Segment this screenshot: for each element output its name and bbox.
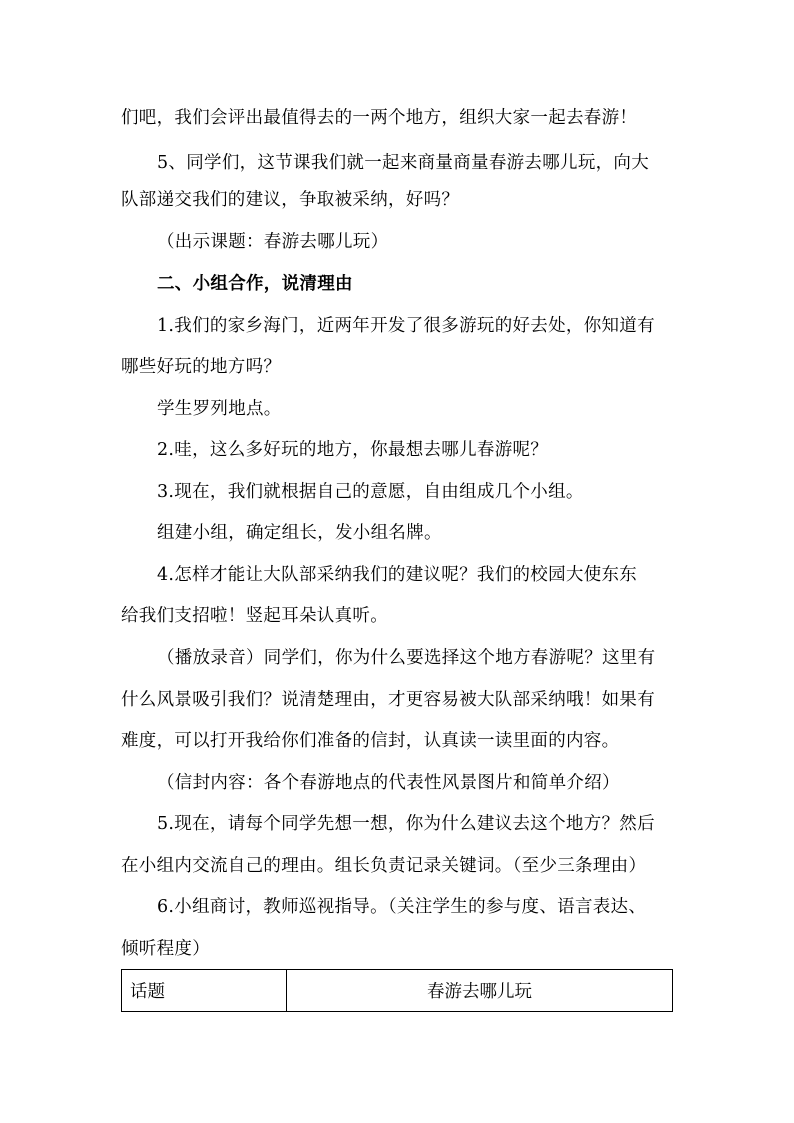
topic-value-cell: 春游去哪儿玩 (287, 970, 673, 1012)
paragraph-line: 5.现在，请每个同学先想一想，你为什么建议去这个地方？然后 (157, 814, 655, 834)
paragraph-line: 学生罗列地点。 (157, 399, 282, 419)
paragraph-line: 给我们支招啦！竖起耳朵认真听。 (121, 606, 388, 626)
paragraph-line: 1.我们的家乡海门，近两年开发了很多游玩的好去处，你知道有 (157, 316, 655, 336)
topic-table (121, 969, 673, 1012)
paragraph-line: 3.现在，我们就根据自己的意愿，自由组成几个小组。 (157, 482, 584, 502)
section-heading: 二、小组合作，说清理由 (157, 274, 353, 294)
paragraph-line: 队部递交我们的建议，争取被采纳，好吗？ (121, 190, 460, 210)
paragraph-line: 6.小组商讨，教师巡视指导。（关注学生的参与度、语言表达、 (157, 897, 647, 917)
paragraph-line: 4.怎样才能让大队部采纳我们的建议呢？我们的校园大使东东 (157, 565, 638, 585)
paragraph-line: 倾听程度） (121, 939, 210, 959)
paragraph-line: 组建小组，确定组长，发小组名牌。 (157, 523, 442, 543)
paragraph-line: 哪些好玩的地方吗？ (121, 357, 282, 377)
paragraph-line: （出示课题：春游去哪儿玩） (157, 232, 389, 252)
paragraph-line: 在小组内交流自己的理由。组长负责记录关键词。（至少三条理由） (121, 856, 647, 876)
topic-label-cell: 话题 (122, 970, 287, 1012)
paragraph-line: 2.哇，这么多好玩的地方，你最想去哪儿春游呢？ (157, 440, 549, 460)
paragraph-line: （播放录音）同学们，你为什么要选择这个地方春游呢？这里有 (157, 648, 656, 668)
paragraph-line: 们吧，我们会评出最值得去的一两个地方，组织大家一起去春游！ (121, 108, 638, 128)
table-row (122, 970, 673, 1012)
paragraph-line: 什么风景吸引我们？说清楚理由，才更容易被大队部采纳哦！如果有 (121, 690, 655, 710)
paragraph-line: 难度，可以打开我给你们准备的信封，认真读一读里面的内容。 (121, 731, 620, 751)
paragraph-line: 5、同学们，这节课我们就一起来商量商量春游去哪儿玩，向大 (157, 153, 650, 173)
paragraph-line: （信封内容：各个春游地点的代表性风景图片和简单介绍） (157, 773, 620, 793)
